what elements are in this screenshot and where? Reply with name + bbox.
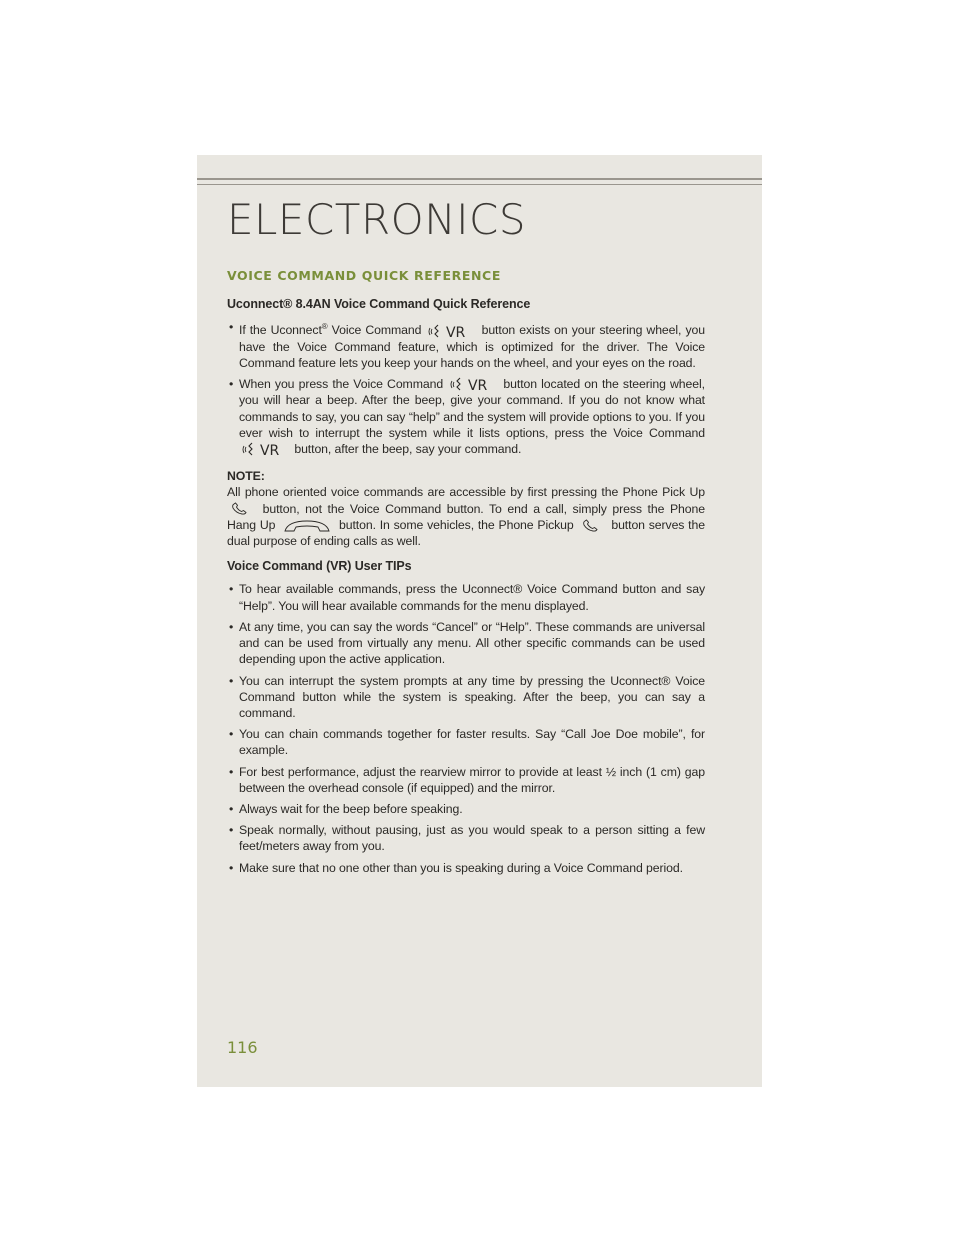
list-item: • To hear available commands, press the Uconnect® Voice Command button and say “Help”. You will hear available commands for the menu displayed. (227, 581, 705, 613)
subheading-tips: Voice Command (VR) User TIPs (227, 559, 412, 574)
voice-command-icon (428, 324, 474, 339)
list-item: • If the Uconnect® Voice Command VR button exists on your steering wheel, you have the Voice Command feature, which is optimized for the driver. The Voice Command feature lets you keep your hands on the wheel, and your eyes on the road. (227, 319, 705, 371)
svg-text:VR: VR (468, 378, 488, 393)
list-item: • You can chain commands together for faster results. Say “Call Joe Doe mobile”, for example. (227, 726, 705, 758)
list-item: • Speak normally, without pausing, just as you would speak to a person sitting a few feet/meters away from you. (227, 822, 705, 854)
svg-text:VR: VR (260, 443, 280, 458)
tips-list (227, 581, 705, 875)
list-item: • When you press the Voice Command VR button located on the steering wheel, you will hear a beep. After the beep, give your command. If you do not know what commands to say, you can say “help” and the system will provide options to you. If you ever wish to interrupt the system while it lists options, press the Voice Command VR button, after the beep, say your command. (227, 376, 705, 457)
phone-hangup-icon (282, 519, 332, 533)
list-item: • At any time, you can say the words “Cancel” or “Help”. These commands are universal and can be used from virtually any menu. All other specific commands can be used depending upon the active application. (227, 619, 705, 668)
content (227, 268, 705, 887)
voice-command-icon (450, 377, 496, 392)
bullet-list-intro (227, 319, 705, 457)
subheading-uconnect: Uconnect® 8.4AN Voice Command Quick Reference (227, 297, 531, 312)
page-number: 116 (227, 1038, 258, 1057)
list-item: • Always wait for the beep before speaking. (227, 801, 705, 817)
list-item: • You can interrupt the system prompts at any time by pressing the Uconnect® Voice Command button while the system is speaking. After the beep, you can say a command. (227, 673, 705, 722)
section-title: ELECTRONICS (227, 195, 526, 244)
note-label: NOTE: (227, 469, 265, 484)
voice-command-icon (242, 442, 288, 457)
header-rule-top (197, 178, 762, 180)
header-rule-bottom (197, 184, 762, 185)
heading: VOICE COMMAND QUICK REFERENCE (227, 268, 501, 283)
list-item: • Make sure that no one other than you is speaking during a Voice Command period. (227, 860, 705, 876)
manual-page (197, 155, 762, 1087)
svg-text:VR: VR (446, 324, 466, 339)
phone-pickup-icon (230, 502, 254, 516)
list-item: • For best performance, adjust the rearview mirror to provide at least ½ inch (1 cm) gap between the overhead console (if equipped) and the mirror. (227, 764, 705, 796)
phone-pickup-icon (581, 519, 605, 533)
note-text: All phone oriented voice commands are accessible by first pressing the Phone Pick Up button, not the Voice Command button. To end a call, simply press the Phone Hang Up button. In some vehicles, the Phone Pickup button serves the dual purpose of ending calls as well. (227, 485, 705, 549)
